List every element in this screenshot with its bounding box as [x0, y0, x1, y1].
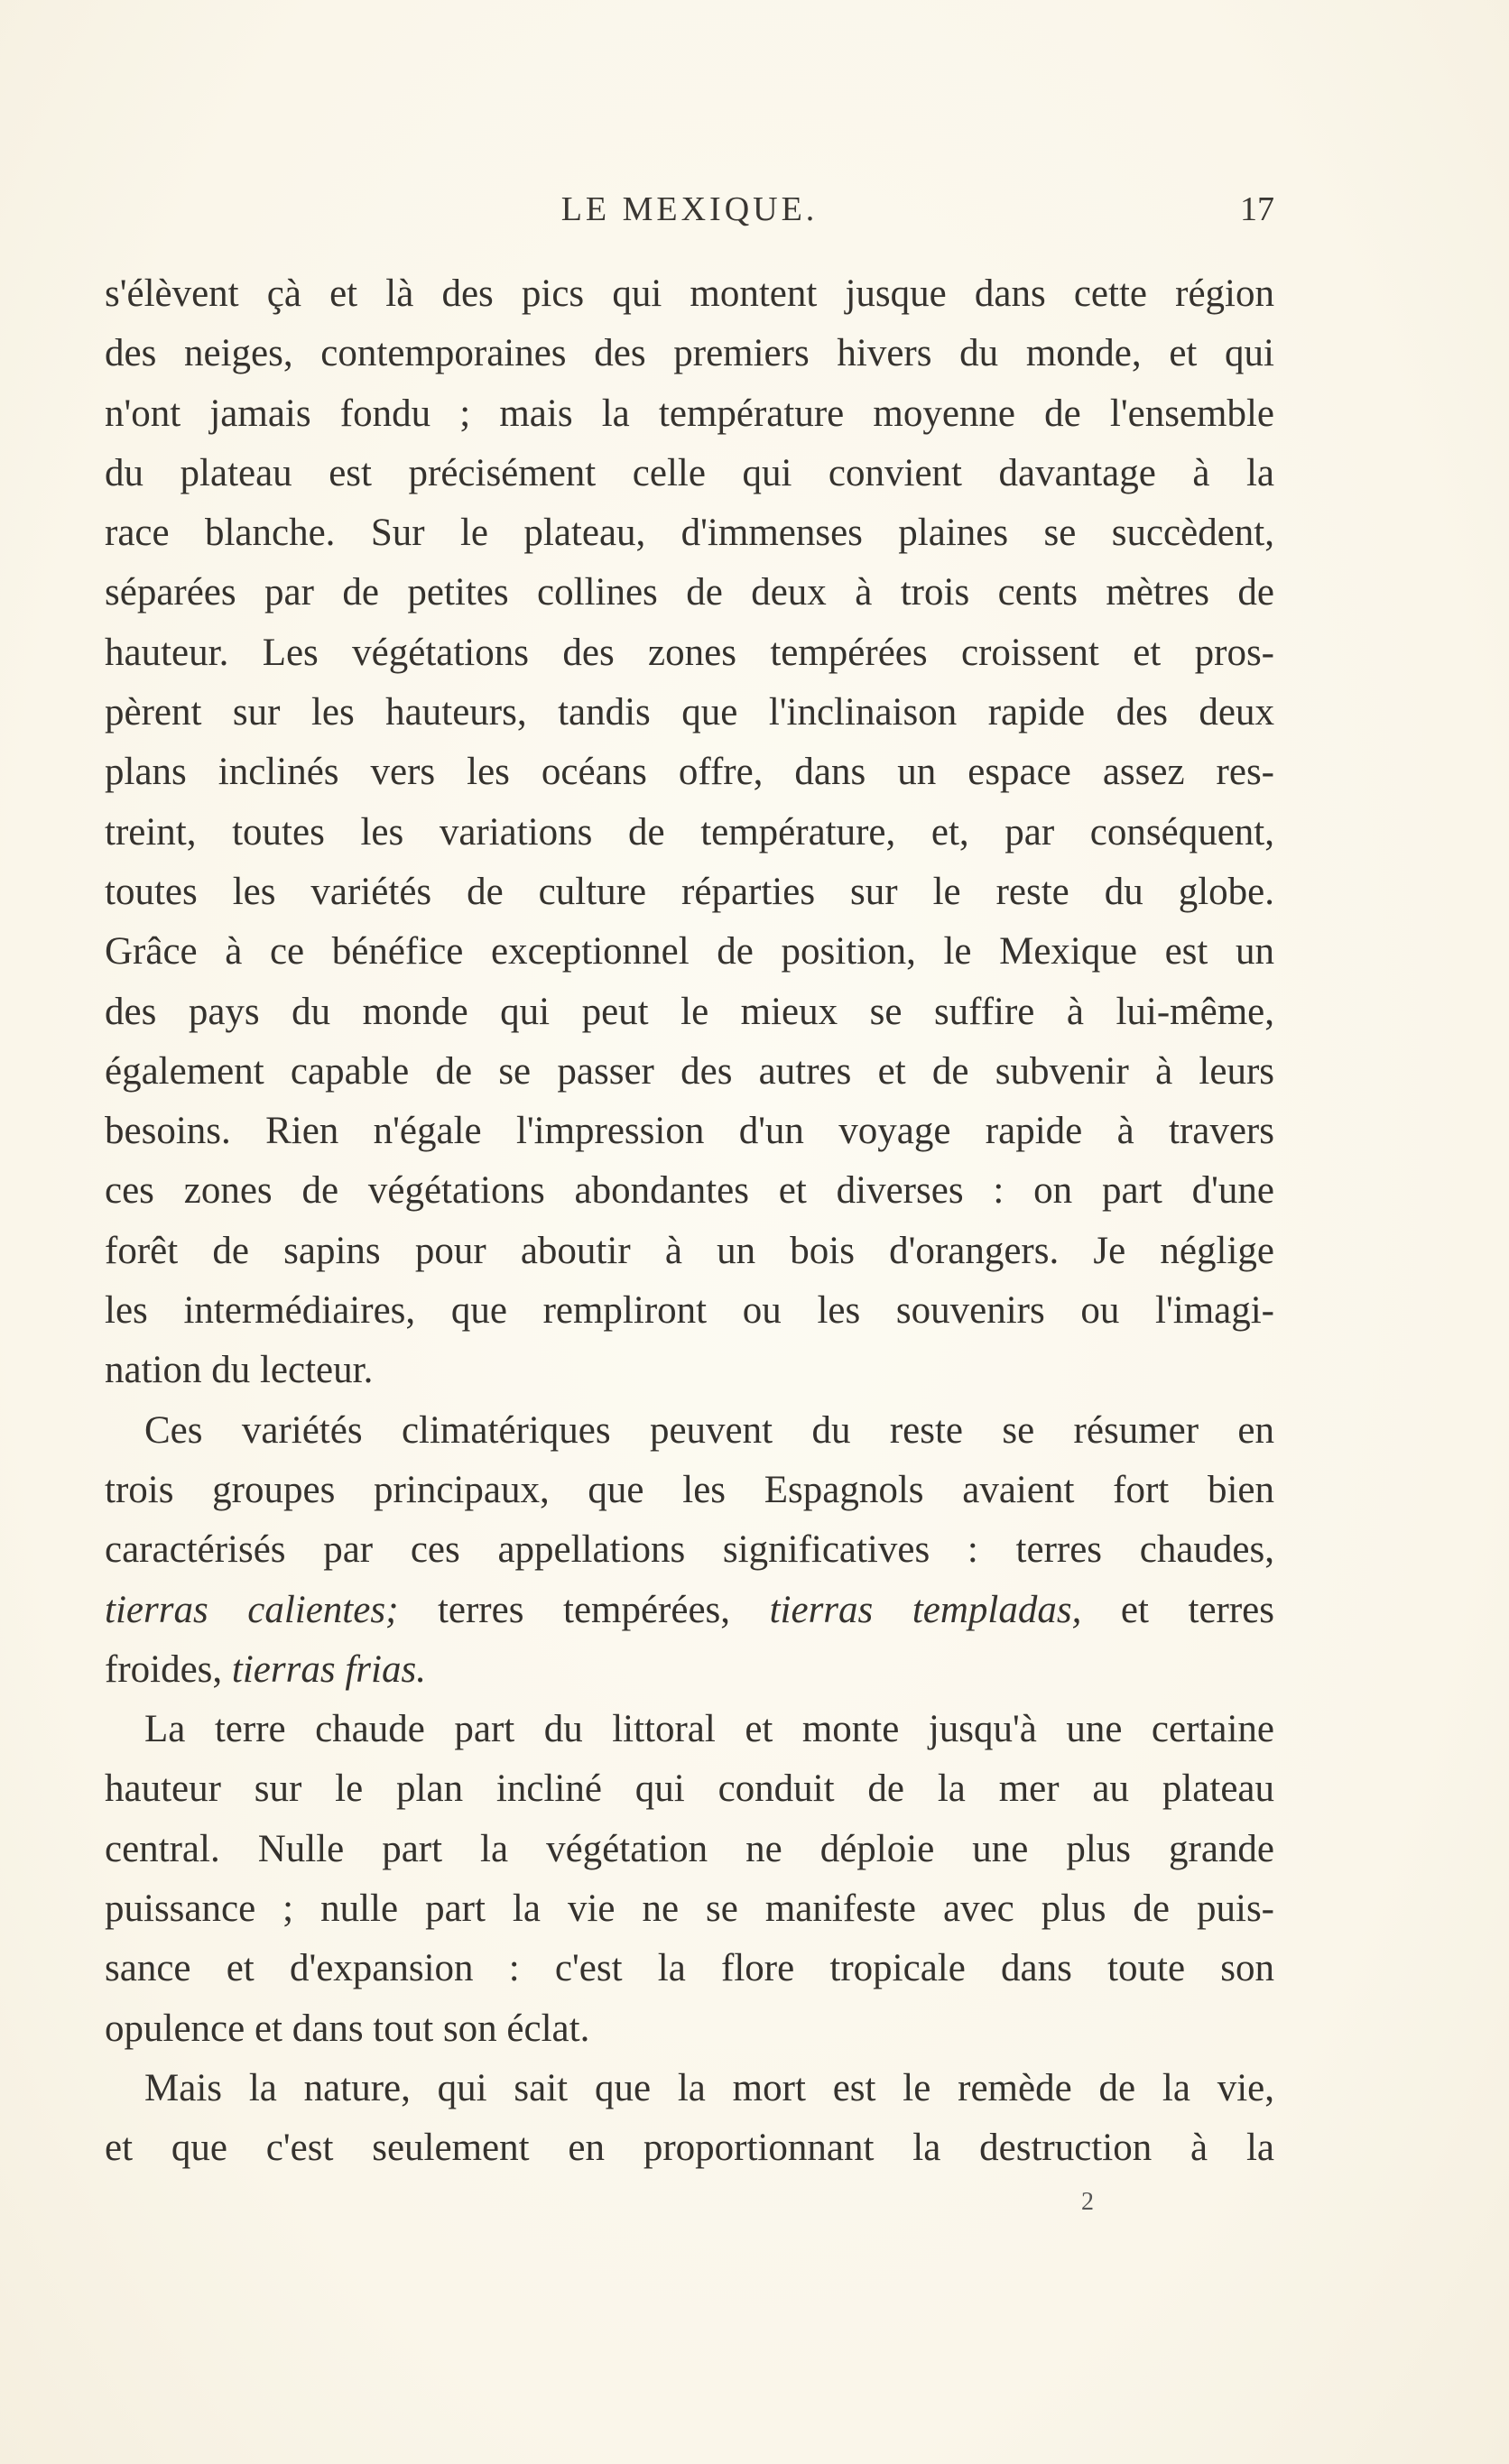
text-line: pèrent sur les hauteurs, tandis que l'inclinaison rapide des deux [105, 691, 1274, 734]
running-title: LE MEXIQUE. [560, 190, 819, 228]
text-line: treint, toutes les variations de température, et, par conséquent, [105, 810, 1274, 854]
text-line: hauteur sur le plan incliné qui conduit de la mer au plateau [105, 1767, 1274, 1811]
text-line: race blanche. Sur le plateau, d'immenses plaines se succèdent, [105, 512, 1274, 555]
text-line: forêt de sapins pour aboutir à un bois d'orangers. Je néglige [105, 1229, 1274, 1272]
text-line: et que c'est seulement en proportionnant la destruction à la [105, 2127, 1274, 2170]
text-line: les intermédiaires, que rempliront ou les souvenirs ou l'imagi- [105, 1289, 1274, 1333]
text-line: tierras calientes; terres tempérées, tierras templadas, et terres [105, 1588, 1274, 1631]
text-line: caractérisés par ces appellations significatives : terres chaudes, [105, 1528, 1274, 1572]
signature-mark: 2 [1081, 2188, 1094, 2216]
text-line: plans inclinés vers les océans offre, dans un espace assez res- [105, 751, 1274, 794]
page-number: 17 [1240, 190, 1274, 228]
text-line: Mais la nature, qui sait que la mort est le remède de la vie, [144, 2066, 1274, 2109]
text-line: besoins. Rien n'égale l'impression d'un voyage rapide à travers [105, 1110, 1274, 1153]
text-line: puissance ; nulle part la vie ne se manifeste avec plus de puis- [105, 1887, 1274, 1931]
body-text [105, 264, 1274, 2179]
text-line: central. Nulle part la végétation ne déploie une plus grande [105, 1827, 1274, 1870]
text-line: des neiges, contemporaines des premiers hivers du monde, et qui [105, 332, 1274, 375]
text-line: du plateau est précisément celle qui convient davantage à la [105, 451, 1274, 494]
text-line: sance et d'expansion : c'est la flore tropicale dans toute son [105, 1947, 1274, 1990]
text-line: ces zones de végétations abondantes et diverses : on part d'une [105, 1169, 1274, 1213]
text-line: des pays du monde qui peut le mieux se suffire à lui-même, [105, 990, 1274, 1033]
text-line: La terre chaude part du littoral et monte jusqu'à une certaine [144, 1708, 1274, 1751]
text-line: également capable de se passer des autres et de subvenir à leurs [105, 1049, 1274, 1093]
text-line: froides, tierras frias. [105, 1647, 426, 1691]
text-line: toutes les variétés de culture réparties sur le reste du globe. [105, 870, 1274, 913]
text-line: n'ont jamais fondu ; mais la température moyenne de l'ensemble [105, 392, 1274, 435]
page-header [105, 189, 1274, 244]
text-line: nation du lecteur. [105, 1349, 374, 1392]
text-line: Ces variétés climatériques peuvent du reste se résumer en [144, 1408, 1274, 1452]
text-line: hauteur. Les végétations des zones tempérées croissent et pros- [105, 631, 1274, 674]
text-line: séparées par de petites collines de deux à trois cents mètres de [105, 571, 1274, 614]
text-line: opulence et dans tout son éclat. [105, 2007, 590, 2050]
text-line: trois groupes principaux, que les Espagnols avaient fort bien [105, 1468, 1274, 1511]
text-line: s'élèvent çà et là des pics qui montent jusque dans cette région [105, 272, 1274, 315]
text-line: Grâce à ce bénéfice exceptionnel de position, le Mexique est un [105, 930, 1274, 974]
